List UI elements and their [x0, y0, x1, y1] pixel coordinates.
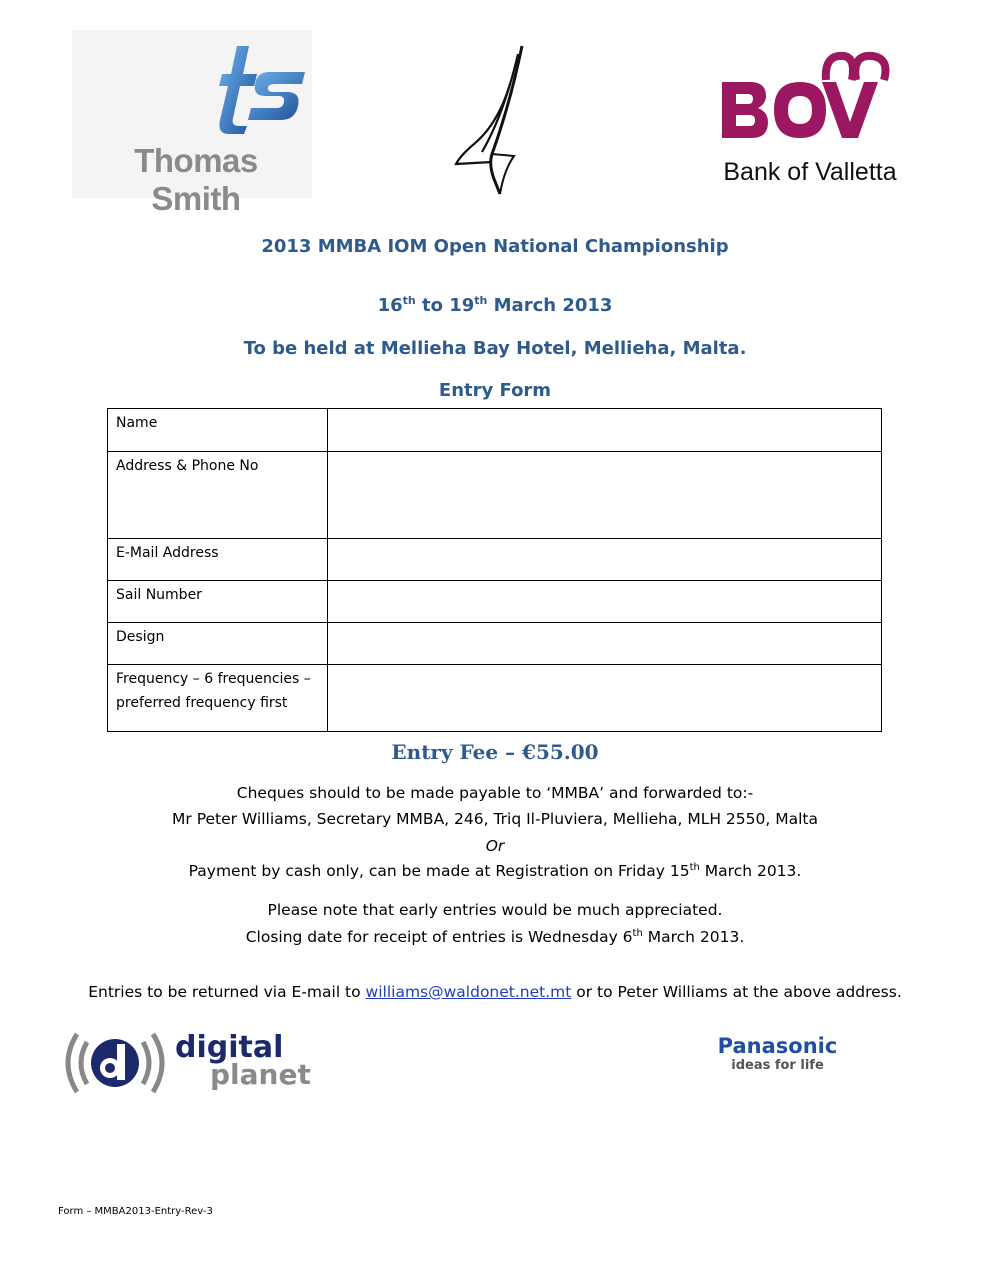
early-entries-note: Please note that early entries would be much appreciated. [267, 901, 723, 919]
digital-planet-logo [55, 1026, 335, 1100]
thomas-smith-mark-icon [207, 44, 307, 134]
bov-mark-icon [718, 50, 898, 150]
closing-month: March 2013. [642, 928, 745, 947]
table-row [108, 665, 882, 732]
closing-text: Closing date for receipt of entries is Wednesday 6 [245, 928, 633, 947]
date-start-suffix: th [402, 294, 416, 307]
sailboat-logo [452, 44, 532, 196]
form-reference: Form – MMBA2013-Entry-Rev-3 [58, 1206, 213, 1217]
frequency-field[interactable] [328, 665, 882, 732]
panasonic-tagline: ideas for life [731, 1058, 824, 1073]
closing-date-suffix: th [632, 928, 643, 939]
panasonic-name: Panasonic [717, 1034, 838, 1058]
return-instructions [0, 983, 990, 1001]
table-row [108, 409, 882, 452]
date-month: March 2013 [487, 295, 613, 316]
email-link[interactable]: williams@waldonet.net.mt [365, 983, 572, 1001]
email-field[interactable] [328, 539, 882, 581]
frequency-label: Frequency – 6 frequencies – preferred frequency first [108, 665, 328, 732]
panasonic-logo [695, 1034, 860, 1082]
cheque-instructions: Cheques should to be made payable to ‘MMBA’ and forwarded to:- [236, 784, 754, 802]
design-label: Design [108, 623, 328, 665]
entry-form-title: Entry Form [438, 380, 552, 401]
cash-text: Payment by cash only, can be made at Registration on Friday 15 [188, 862, 690, 881]
address-phone-label: Address & Phone No [108, 452, 328, 539]
or-separator: Or [485, 837, 505, 855]
bank-of-valletta-logo [700, 50, 920, 200]
championship-title: 2013 MMBA IOM Open National Championship [261, 236, 729, 257]
date-end: to 19 [415, 295, 475, 316]
date-start: 16 [377, 295, 403, 316]
email-label: E-Mail Address [108, 539, 328, 581]
cash-month: March 2013. [699, 862, 802, 881]
bov-name: Bank of Valletta [723, 158, 897, 186]
sail-number-label: Sail Number [108, 581, 328, 623]
venue-line: To be held at Mellieha Bay Hotel, Mellieha, Malta. [243, 338, 747, 359]
cash-payment-note [0, 862, 990, 880]
address-phone-field[interactable] [328, 452, 882, 539]
date-end-suffix: th [474, 294, 488, 307]
return-text: Entries to be returned via E-mail to [88, 983, 366, 1001]
closing-date-note [0, 928, 990, 946]
table-row [108, 539, 882, 581]
entry-form-table [107, 408, 882, 732]
table-row [108, 581, 882, 623]
thomas-smith-name: Thomas Smith [134, 142, 258, 217]
design-field[interactable] [328, 623, 882, 665]
thomas-smith-logo [72, 30, 312, 217]
digital-planet-mark-icon [55, 1026, 175, 1100]
name-field[interactable] [328, 409, 882, 452]
digital-planet-line1: digital [175, 1030, 284, 1065]
name-label: Name [108, 409, 328, 452]
return-text-end: or to Peter Williams at the above address. [571, 983, 902, 1001]
event-dates [0, 294, 990, 316]
postal-address: Mr Peter Williams, Secretary MMBA, 246, Triq Il-Pluviera, Mellieha, MLH 2550, Malta [172, 810, 818, 828]
table-row [108, 452, 882, 539]
sail-number-field[interactable] [328, 581, 882, 623]
cash-date-suffix: th [689, 862, 700, 873]
table-row [108, 623, 882, 665]
sailboat-icon [452, 44, 532, 196]
digital-planet-line2: planet [210, 1058, 311, 1091]
entry-fee: Entry Fee – €55.00 [391, 740, 599, 764]
